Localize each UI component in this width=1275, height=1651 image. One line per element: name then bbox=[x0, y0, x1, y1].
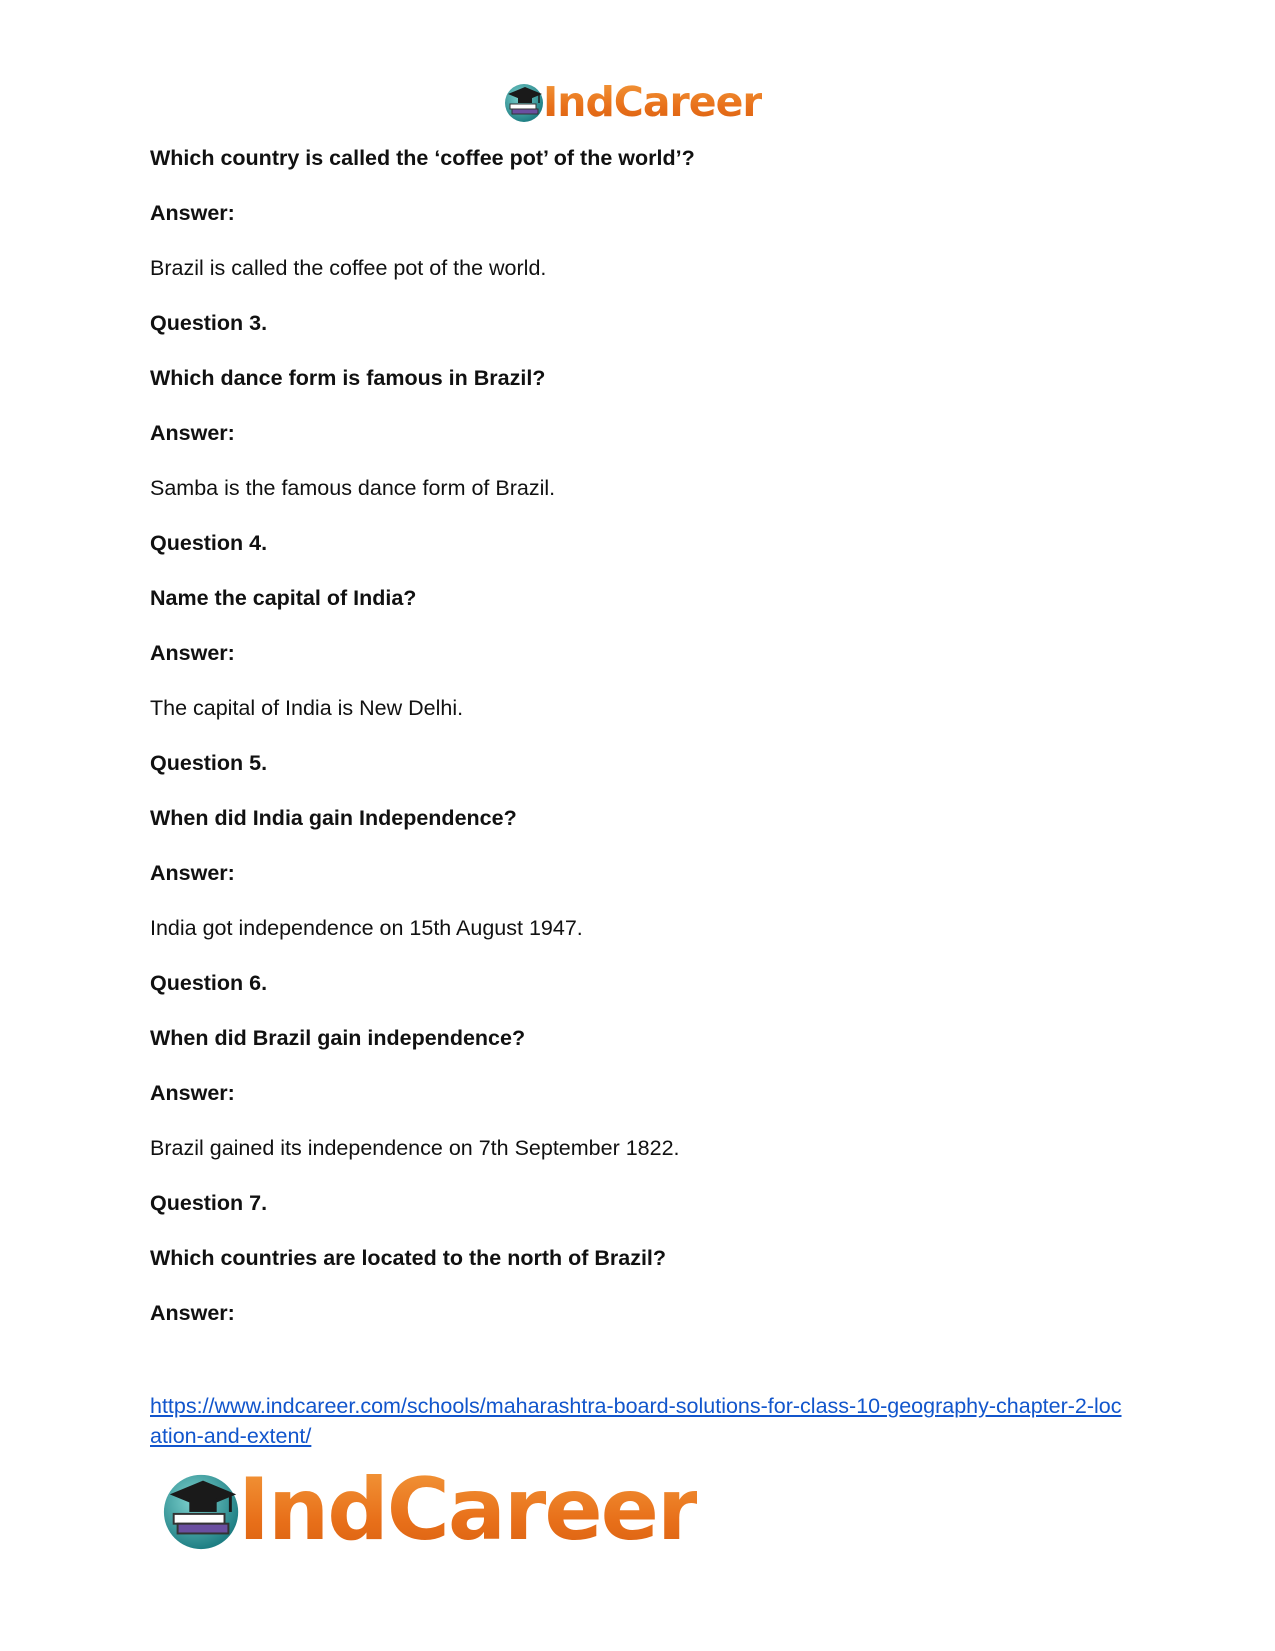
document-body bbox=[150, 143, 1130, 1353]
question-text: Which countries are located to the north of Brazil? bbox=[150, 1246, 667, 1270]
answer-text: The capital of India is New Delhi. bbox=[150, 696, 464, 720]
answer-text: Brazil gained its independence on 7th September 1822. bbox=[150, 1136, 680, 1160]
question-number: Question 7. bbox=[150, 1191, 268, 1215]
question-number: Question 5. bbox=[150, 751, 268, 775]
question-number: Question 6. bbox=[150, 971, 268, 995]
question-text: When did India gain Independence? bbox=[150, 806, 517, 830]
answer-label: Answer: bbox=[150, 201, 235, 225]
answer-label: Answer: bbox=[150, 861, 235, 885]
answer-label: Answer: bbox=[150, 641, 235, 665]
answer-label: Answer: bbox=[150, 1081, 235, 1105]
answer-text: India got independence on 15th August 1947. bbox=[150, 916, 583, 940]
question-text: When did Brazil gain independence? bbox=[150, 1026, 526, 1050]
question-number: Question 3. bbox=[150, 311, 268, 335]
answer-label: Answer: bbox=[150, 421, 235, 445]
question-text: Name the capital of India? bbox=[150, 586, 417, 610]
logo-text: IndCareer bbox=[543, 78, 762, 126]
answer-label: Answer: bbox=[150, 1301, 235, 1325]
logo-text: IndCareer bbox=[238, 1459, 698, 1560]
graduation-cap-books-icon bbox=[160, 1467, 246, 1553]
answer-text: Brazil is called the coffee pot of the world. bbox=[150, 256, 547, 280]
question-number: Question 4. bbox=[150, 531, 268, 555]
question-text: Which country is called the ‘coffee pot’ of the world’? bbox=[150, 146, 695, 170]
answer-text: Samba is the famous dance form of Brazil. bbox=[150, 476, 556, 500]
graduation-cap-books-icon bbox=[503, 80, 547, 124]
source-link[interactable]: https://www.indcareer.com/schools/maharashtra-board-solutions-for-class-10-geography-chapter-2-location-and-extent/ bbox=[150, 1394, 1122, 1448]
header-logo bbox=[503, 78, 762, 126]
footer-logo bbox=[160, 1459, 698, 1560]
question-text: Which dance form is famous in Brazil? bbox=[150, 366, 546, 390]
